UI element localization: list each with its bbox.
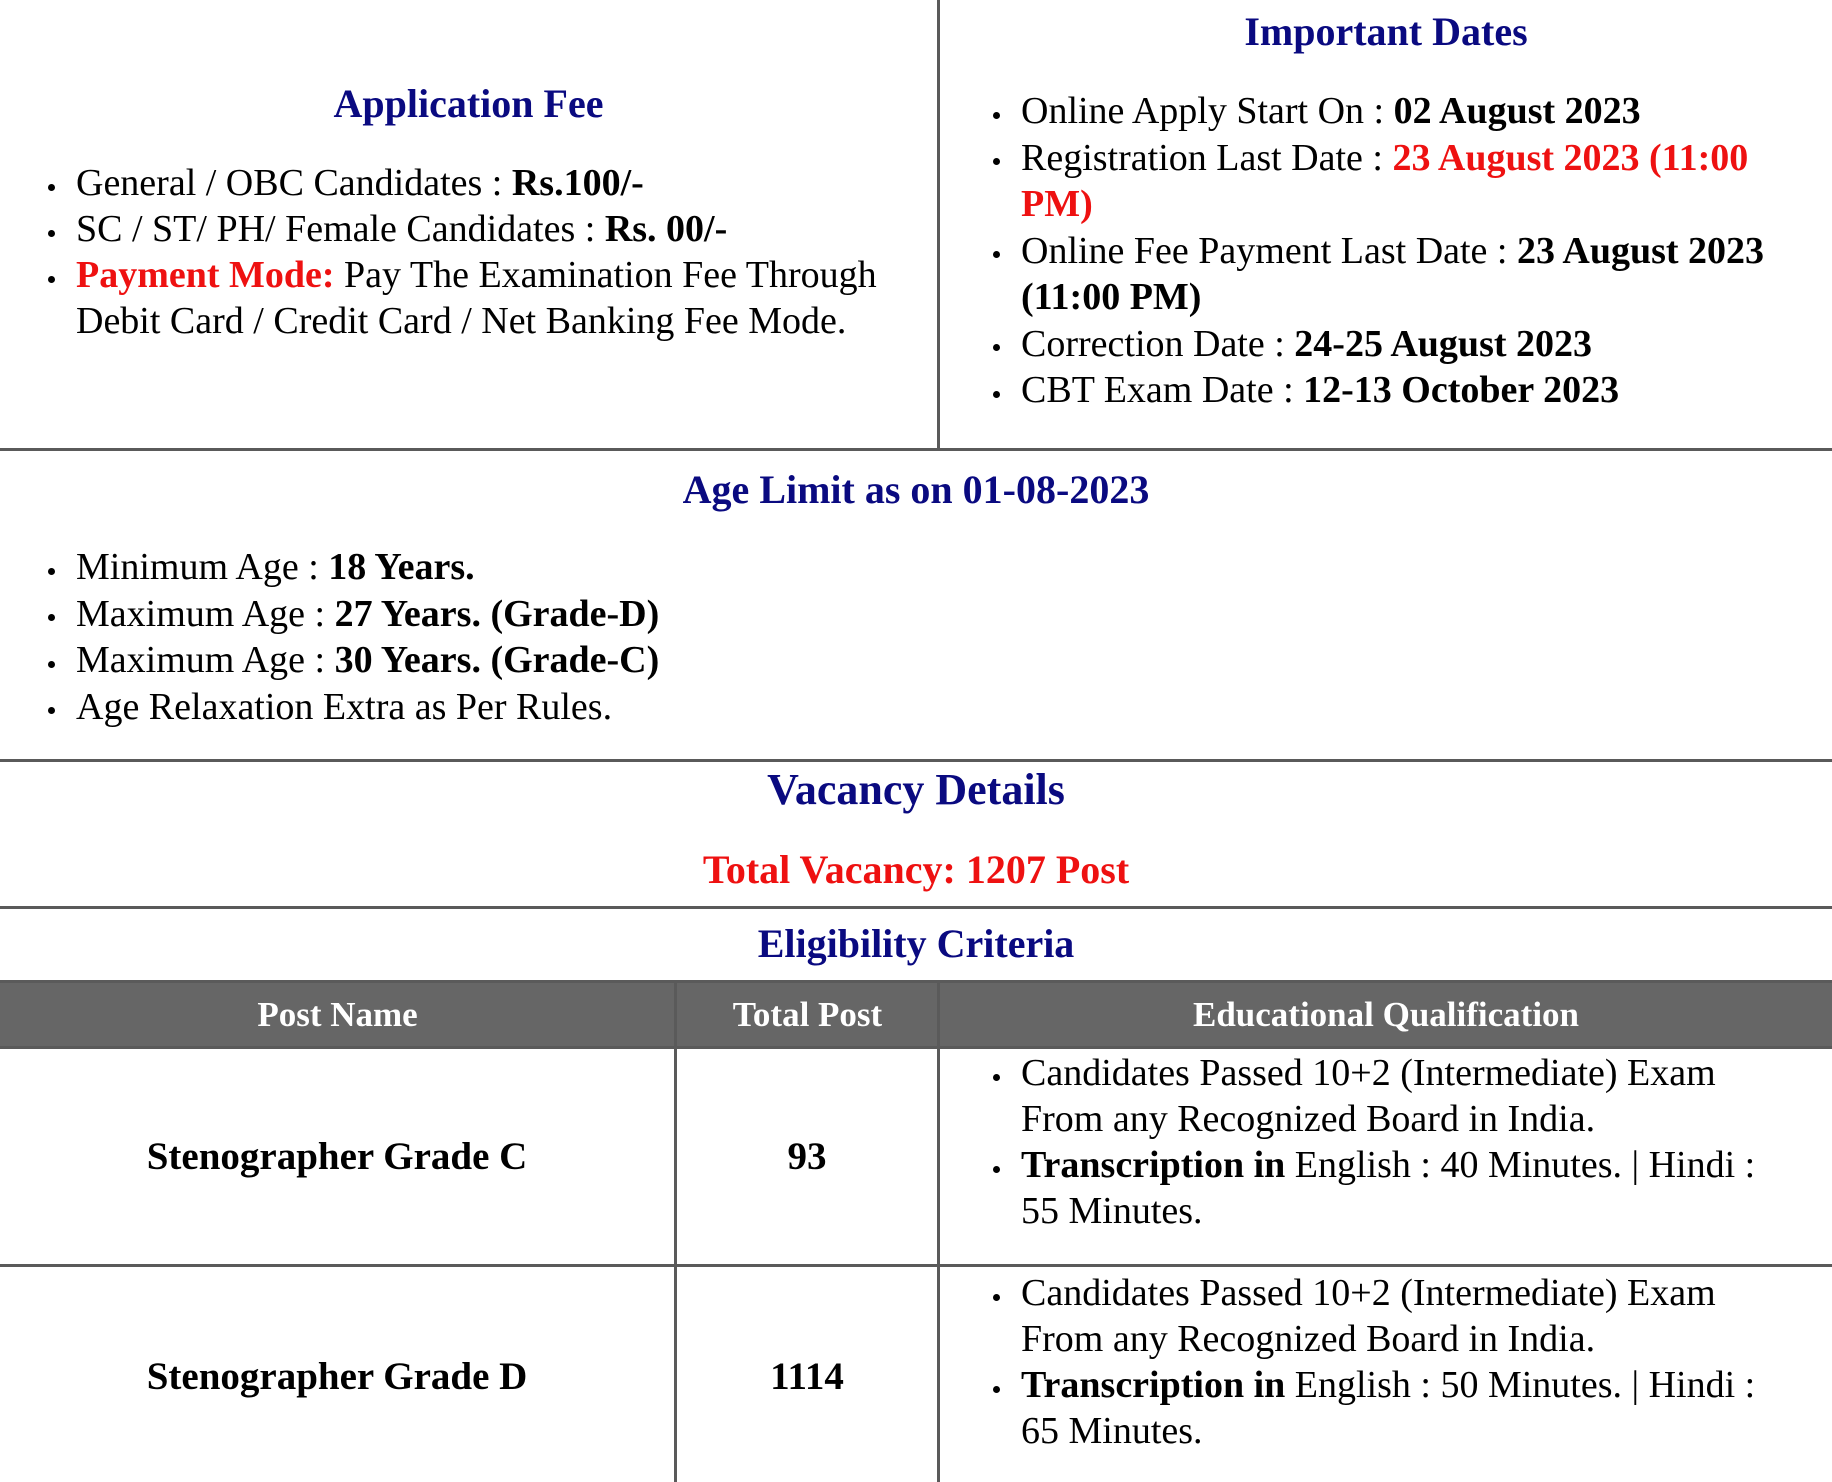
table-cell-post-name: Stenographer Grade C bbox=[146, 1135, 528, 1178]
column-header-post-name: Post Name bbox=[257, 995, 418, 1034]
list-item: Candidates Passed 10+2 (Intermediate) Exam From any Recognized Board in India. bbox=[1021, 1050, 1821, 1142]
table-border bbox=[674, 980, 677, 1482]
divider bbox=[0, 906, 1832, 909]
list-item: SC / ST/ PH/ Female Candidates : Rs. 00/- bbox=[76, 206, 946, 252]
table-border bbox=[0, 1046, 1832, 1049]
list-item: General / OBC Candidates : Rs.100/- bbox=[76, 160, 946, 206]
column-header-qualification: Educational Qualification bbox=[1192, 995, 1580, 1034]
qualification-list bbox=[1021, 1050, 1821, 1234]
list-item: Minimum Age : 18 Years. bbox=[76, 544, 1476, 591]
list-item: Maximum Age : 27 Years. (Grade-D) bbox=[76, 591, 1476, 638]
table-cell-total-post: 93 bbox=[787, 1135, 827, 1178]
table-border bbox=[937, 980, 940, 1482]
qualification-list bbox=[1021, 1270, 1821, 1454]
age-limit-title: Age Limit as on 01-08-2023 bbox=[682, 467, 1150, 512]
important-dates-list bbox=[1021, 88, 1821, 414]
table-border bbox=[0, 1264, 1832, 1267]
list-item: Registration Last Date : 23 August 2023 (11:00 PM) bbox=[1021, 135, 1821, 228]
list-item: Candidates Passed 10+2 (Intermediate) Exam From any Recognized Board in India. bbox=[1021, 1270, 1821, 1362]
divider bbox=[0, 448, 1832, 451]
list-item: Payment Mode: Pay The Examination Fee Through Debit Card / Credit Card / Net Banking Fee Mode. bbox=[76, 252, 946, 344]
important-dates-title: Important Dates bbox=[1244, 9, 1528, 54]
list-item: Online Apply Start On : 02 August 2023 bbox=[1021, 88, 1821, 135]
payment-mode-label: Payment Mode: bbox=[76, 254, 335, 296]
list-item: Online Fee Payment Last Date : 23 August 2023 (11:00 PM) bbox=[1021, 228, 1821, 321]
list-item: Age Relaxation Extra as Per Rules. bbox=[76, 684, 1476, 731]
list-item: CBT Exam Date : 12-13 October 2023 bbox=[1021, 367, 1821, 414]
list-item: Maximum Age : 30 Years. (Grade-C) bbox=[76, 637, 1476, 684]
eligibility-title: Eligibility Criteria bbox=[757, 921, 1075, 966]
table-cell-total-post: 1114 bbox=[770, 1355, 844, 1398]
vacancy-title: Vacancy Details bbox=[767, 765, 1065, 814]
list-item: Transcription in English : 40 Minutes. | Hindi : 55 Minutes. bbox=[1021, 1142, 1821, 1234]
column-header-total-post: Total Post bbox=[732, 995, 883, 1034]
table-cell-post-name: Stenographer Grade D bbox=[146, 1355, 528, 1398]
list-item: Correction Date : 24-25 August 2023 bbox=[1021, 321, 1821, 368]
total-vacancy: Total Vacancy: 1207 Post bbox=[702, 847, 1130, 892]
application-fee-title: Application Fee bbox=[333, 81, 604, 126]
list-item: Transcription in English : 50 Minutes. | Hindi : 65 Minutes. bbox=[1021, 1362, 1821, 1454]
application-fee-list bbox=[76, 160, 946, 344]
divider bbox=[0, 759, 1832, 762]
age-limit-list bbox=[76, 544, 1476, 730]
